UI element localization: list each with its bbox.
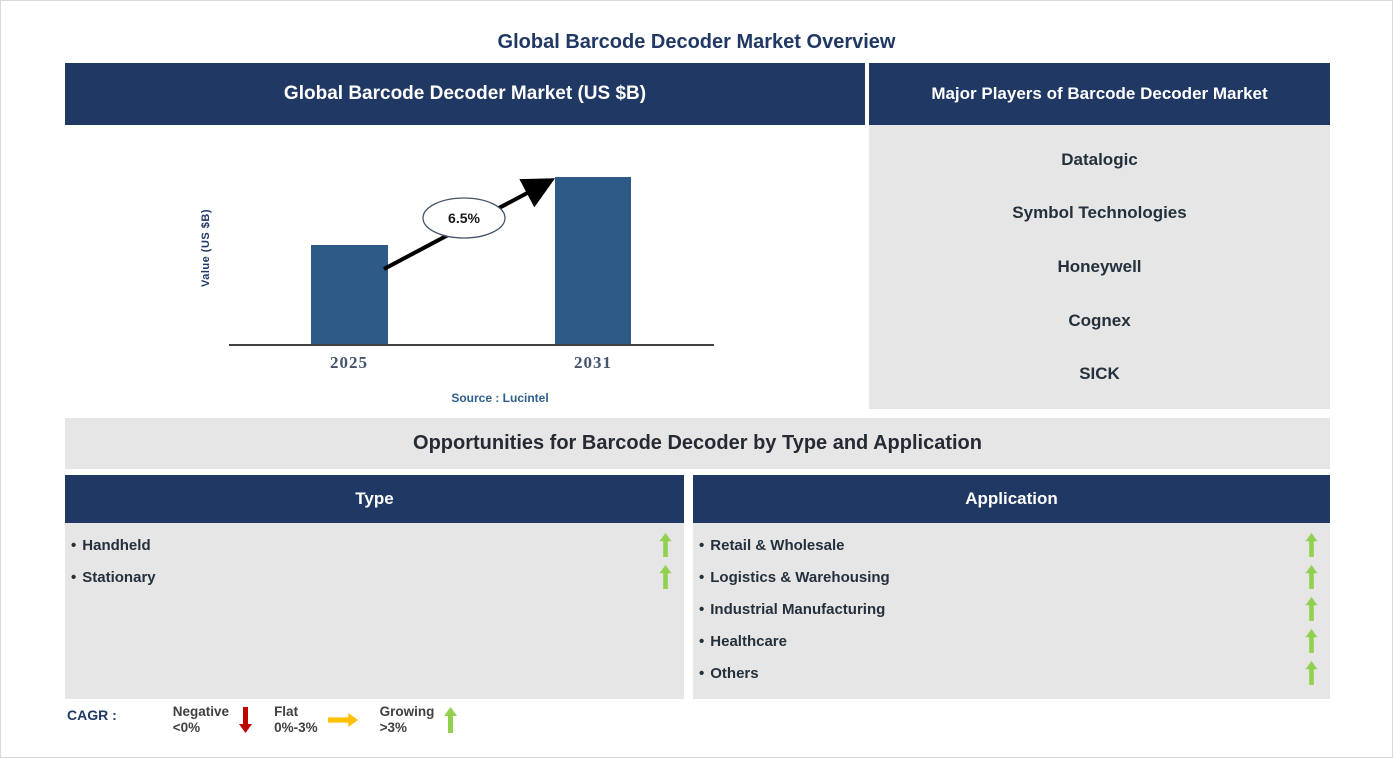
negative-down-arrow-icon [239,706,252,734]
legend-flat-label: Flat [274,704,299,719]
y-axis-label: Value (US $B) [200,208,212,288]
bullet: • [699,632,705,650]
type-column-header [65,475,684,523]
players-panel-title: Major Players of Barcode Decoder Market [931,84,1268,103]
type-list [65,523,684,699]
growing-up-arrow-icon [1305,565,1318,589]
player-name: Cognex [1068,310,1131,330]
list-item [693,529,1330,561]
list-item [693,561,1330,593]
flat-right-arrow-icon [328,713,358,727]
legend-growing-range: >3% [379,720,407,735]
x-tick-2025: 2025 [330,353,368,372]
growing-up-arrow-icon [444,706,457,734]
legend-negative-range: <0% [172,720,201,735]
market-panel-header [65,63,865,125]
application-column-header [693,475,1330,523]
bullet: • [699,664,705,682]
opportunities-title-band [65,418,1330,469]
bullet: • [71,536,77,554]
legend-growing-label: Growing [379,704,435,719]
type-item-label: Handheld [82,536,151,554]
application-item-label: Others [710,664,759,682]
application-item-label: Logistics & Warehousing [710,568,890,586]
players-panel-header [869,63,1330,125]
list-item [693,593,1330,625]
list-item [693,657,1330,689]
cagr-value: 6.5% [448,210,480,226]
growth-arrow-annotation [65,125,865,415]
application-header-label: Application [965,489,1058,508]
list-item [693,625,1330,657]
legend-item-negative [173,704,252,736]
legend-item-growing [380,704,458,736]
bullet: • [699,568,705,586]
page-title: Global Barcode Decoder Market Overview [497,31,896,53]
application-item-label: Industrial Manufacturing [710,600,886,618]
growing-up-arrow-icon [1305,629,1318,653]
x-tick-2031: 2031 [574,353,612,372]
player-name: Honeywell [1057,256,1142,276]
growing-up-arrow-icon [1305,597,1318,621]
application-item-label: Healthcare [710,632,787,650]
type-item-label: Stationary [82,568,156,586]
growing-up-arrow-icon [1305,661,1318,685]
chart-source: Source : Lucintel [451,391,549,405]
player-name: Datalogic [1061,149,1138,169]
growing-up-arrow-icon [1305,533,1318,557]
type-header-label: Type [355,489,394,508]
list-item [65,561,684,593]
player-name: Symbol Technologies [1012,203,1187,223]
bar-chart [65,125,865,415]
application-item-label: Retail & Wholesale [710,536,845,554]
list-item [65,529,684,561]
opportunities-title: Opportunities for Barcode Decoder by Type and Application [413,432,982,454]
players-list [869,125,1330,409]
bullet: • [699,536,705,554]
growing-up-arrow-icon [659,565,672,589]
player-name: SICK [1079,364,1120,384]
market-panel-title: Global Barcode Decoder Market (US $B) [283,83,647,104]
legend-flat-range: 0%-3% [274,720,318,735]
application-list [693,523,1330,699]
bullet: • [71,568,77,586]
bullet: • [699,600,705,618]
cagr-legend [67,704,479,736]
legend-item-flat [274,704,358,736]
growing-up-arrow-icon [659,533,672,557]
cagr-legend-title: CAGR : [67,707,117,723]
legend-negative-label: Negative [172,704,230,719]
